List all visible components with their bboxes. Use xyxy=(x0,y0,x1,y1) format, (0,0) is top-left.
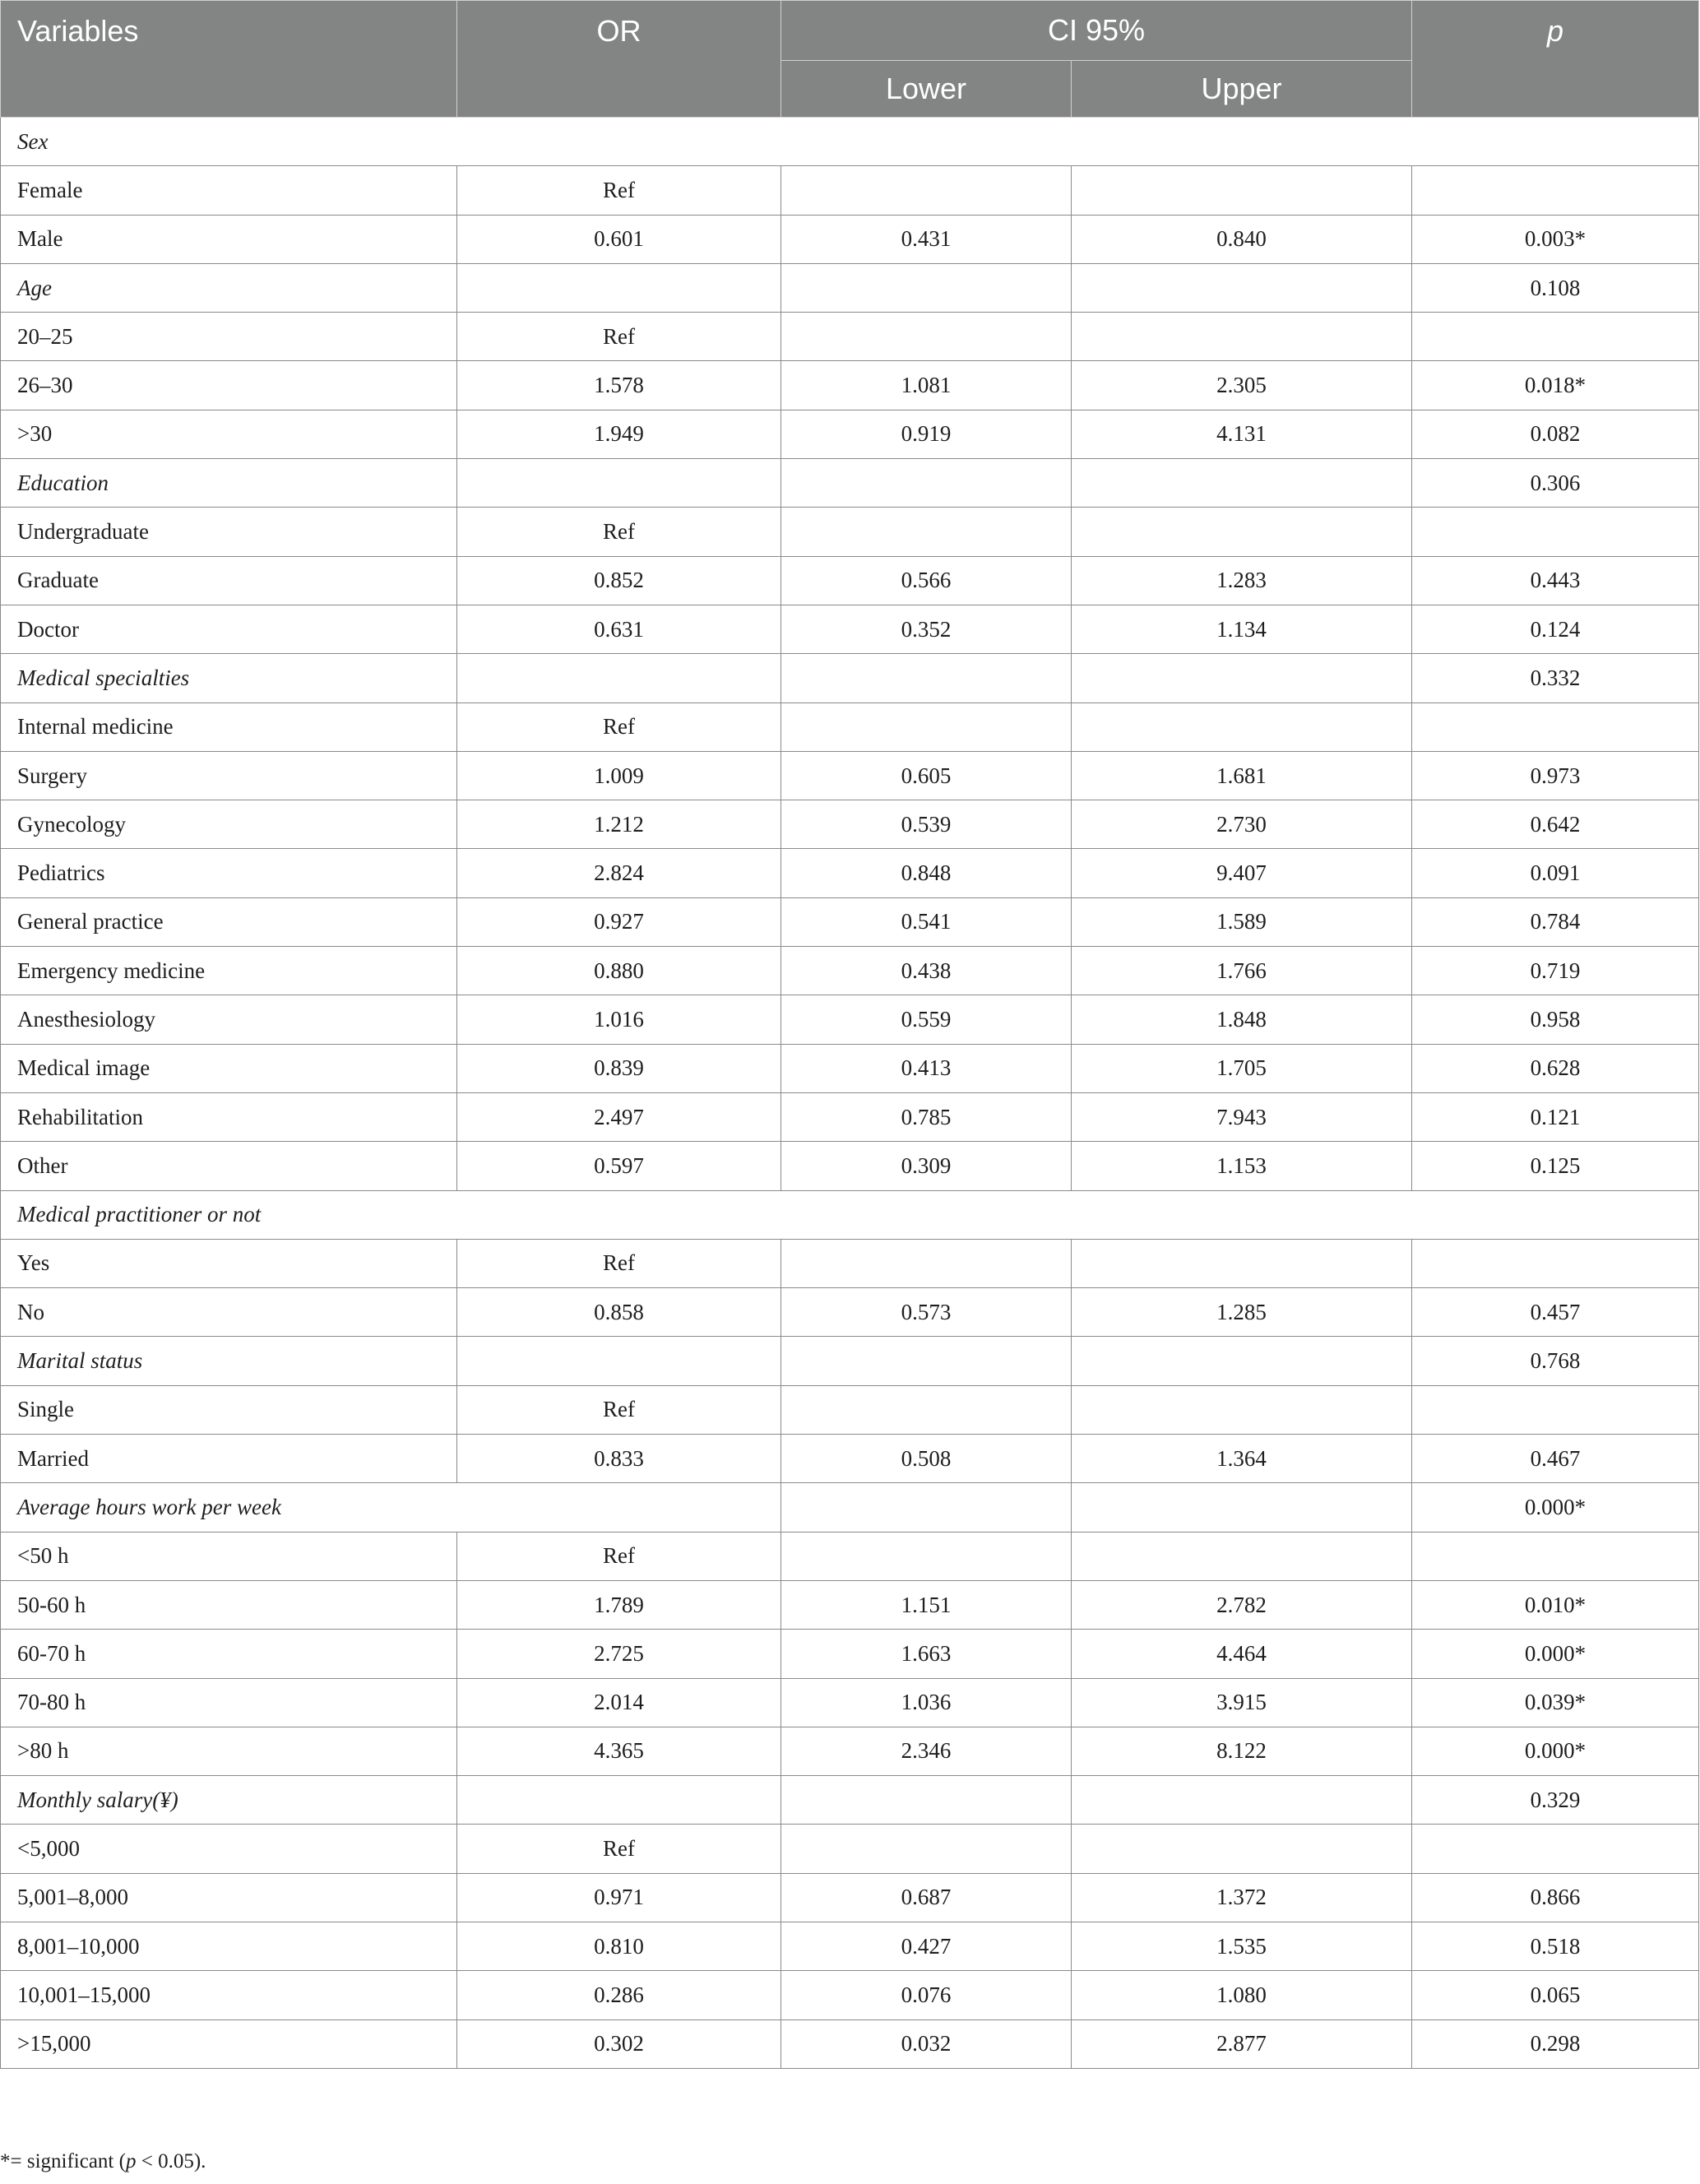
upper-cell xyxy=(1072,1385,1412,1434)
header-upper: Upper xyxy=(1072,61,1412,118)
p-cell: 0.518 xyxy=(1412,1922,1699,1970)
category-row xyxy=(1,1190,1699,1239)
table-row xyxy=(1,1971,1699,2019)
lower-cell: 0.508 xyxy=(781,1435,1072,1483)
table-row xyxy=(1,800,1699,849)
variable-label: Gynecology xyxy=(1,800,457,849)
upper-cell xyxy=(1072,1483,1412,1532)
lower-cell: 0.605 xyxy=(781,751,1072,800)
or-cell: 0.839 xyxy=(457,1044,781,1092)
or-cell: 0.601 xyxy=(457,215,781,263)
variable-label: 50-60 h xyxy=(1,1580,457,1629)
lower-cell xyxy=(781,1239,1072,1287)
p-cell: 0.000* xyxy=(1412,1483,1699,1532)
or-cell: 1.949 xyxy=(457,410,781,458)
p-cell xyxy=(1412,1239,1699,1287)
upper-cell xyxy=(1072,166,1412,215)
variable-label: 26–30 xyxy=(1,361,457,410)
variable-label: <50 h xyxy=(1,1532,457,1580)
table-row xyxy=(1,1630,1699,1678)
p-cell: 0.124 xyxy=(1412,605,1699,653)
lower-cell: 1.663 xyxy=(781,1630,1072,1678)
lower-cell: 0.427 xyxy=(781,1922,1072,1970)
p-cell: 0.018* xyxy=(1412,361,1699,410)
upper-cell: 1.848 xyxy=(1072,995,1412,1044)
variable-label: >30 xyxy=(1,410,457,458)
variable-label: Married xyxy=(1,1435,457,1483)
variable-label: Medical image xyxy=(1,1044,457,1092)
variable-label: Female xyxy=(1,166,457,215)
p-cell: 0.768 xyxy=(1412,1337,1699,1385)
category-label: Sex xyxy=(1,118,1699,166)
lower-cell xyxy=(781,166,1072,215)
or-cell xyxy=(457,1776,781,1825)
p-cell: 0.866 xyxy=(1412,1873,1699,1922)
lower-cell: 0.848 xyxy=(781,849,1072,897)
or-cell: 0.631 xyxy=(457,605,781,653)
p-cell: 0.719 xyxy=(1412,947,1699,995)
upper-cell: 1.766 xyxy=(1072,947,1412,995)
p-cell xyxy=(1412,508,1699,556)
upper-cell xyxy=(1072,1337,1412,1385)
lower-cell: 0.438 xyxy=(781,947,1072,995)
table-row xyxy=(1,2019,1699,2068)
upper-cell xyxy=(1072,702,1412,751)
lower-cell xyxy=(781,1337,1072,1385)
upper-cell xyxy=(1072,654,1412,702)
table-row xyxy=(1,1922,1699,1970)
table-row xyxy=(1,947,1699,995)
upper-cell xyxy=(1072,1239,1412,1287)
lower-cell: 0.352 xyxy=(781,605,1072,653)
lower-cell: 1.151 xyxy=(781,1580,1072,1629)
footnote-suffix: < 0.05). xyxy=(136,2150,206,2172)
variable-label: 60-70 h xyxy=(1,1630,457,1678)
lower-cell: 0.431 xyxy=(781,215,1072,263)
lower-cell: 0.573 xyxy=(781,1288,1072,1337)
variable-label: 70-80 h xyxy=(1,1678,457,1727)
table-row xyxy=(1,1435,1699,1483)
upper-cell: 8.122 xyxy=(1072,1727,1412,1775)
or-cell: Ref xyxy=(457,1825,781,1873)
lower-cell xyxy=(781,1483,1072,1532)
category-label: Medical practitioner or not xyxy=(1,1190,1699,1239)
table-body xyxy=(1,118,1699,2069)
header-ci: CI 95% xyxy=(781,1,1412,61)
p-cell: 0.457 xyxy=(1412,1288,1699,1337)
lower-cell xyxy=(781,313,1072,361)
upper-cell xyxy=(1072,1825,1412,1873)
p-cell xyxy=(1412,1532,1699,1580)
table-header xyxy=(1,1,1699,118)
lower-cell: 0.566 xyxy=(781,556,1072,605)
table-row xyxy=(1,508,1699,556)
table-row xyxy=(1,1825,1699,1873)
or-cell: Ref xyxy=(457,166,781,215)
table-row xyxy=(1,751,1699,800)
variable-label: Yes xyxy=(1,1239,457,1287)
p-cell: 0.443 xyxy=(1412,556,1699,605)
or-cell: Ref xyxy=(457,313,781,361)
category-label: Marital status xyxy=(1,1337,457,1385)
or-cell xyxy=(457,459,781,508)
variable-label: 5,001–8,000 xyxy=(1,1873,457,1922)
p-cell: 0.091 xyxy=(1412,849,1699,897)
header-lower: Lower xyxy=(781,61,1072,118)
category-row xyxy=(1,1483,1699,1532)
variable-label: Male xyxy=(1,215,457,263)
table-row xyxy=(1,849,1699,897)
p-cell: 0.039* xyxy=(1412,1678,1699,1727)
p-cell: 0.642 xyxy=(1412,800,1699,849)
table-row xyxy=(1,215,1699,263)
variable-label: Surgery xyxy=(1,751,457,800)
table-row xyxy=(1,1142,1699,1190)
lower-cell: 1.036 xyxy=(781,1678,1072,1727)
or-cell: 0.880 xyxy=(457,947,781,995)
or-cell: Ref xyxy=(457,702,781,751)
table-row xyxy=(1,1580,1699,1629)
p-cell: 0.082 xyxy=(1412,410,1699,458)
upper-cell: 3.915 xyxy=(1072,1678,1412,1727)
table-row xyxy=(1,995,1699,1044)
p-cell xyxy=(1412,1825,1699,1873)
lower-cell: 0.919 xyxy=(781,410,1072,458)
table-row xyxy=(1,166,1699,215)
lower-cell xyxy=(781,459,1072,508)
table-row xyxy=(1,1092,1699,1141)
footnote-p: p xyxy=(125,2150,137,2172)
lower-cell xyxy=(781,702,1072,751)
lower-cell: 0.413 xyxy=(781,1044,1072,1092)
upper-cell: 1.705 xyxy=(1072,1044,1412,1092)
p-cell: 0.329 xyxy=(1412,1776,1699,1825)
upper-cell: 9.407 xyxy=(1072,849,1412,897)
p-cell: 0.108 xyxy=(1412,263,1699,312)
or-cell: Ref xyxy=(457,1532,781,1580)
upper-cell xyxy=(1072,263,1412,312)
lower-cell: 0.076 xyxy=(781,1971,1072,2019)
category-row xyxy=(1,1337,1699,1385)
upper-cell: 0.840 xyxy=(1072,215,1412,263)
or-cell: 2.725 xyxy=(457,1630,781,1678)
category-row xyxy=(1,118,1699,166)
variable-label: No xyxy=(1,1288,457,1337)
p-cell: 0.010* xyxy=(1412,1580,1699,1629)
lower-cell: 0.559 xyxy=(781,995,1072,1044)
or-cell: 4.365 xyxy=(457,1727,781,1775)
or-cell xyxy=(457,654,781,702)
lower-cell xyxy=(781,654,1072,702)
or-cell: 0.852 xyxy=(457,556,781,605)
table-row xyxy=(1,361,1699,410)
p-cell: 0.000* xyxy=(1412,1630,1699,1678)
or-cell: 2.824 xyxy=(457,849,781,897)
variable-label: Other xyxy=(1,1142,457,1190)
upper-cell: 1.283 xyxy=(1072,556,1412,605)
category-label: Average hours work per week xyxy=(1,1483,781,1532)
p-cell: 0.298 xyxy=(1412,2019,1699,2068)
p-cell: 0.121 xyxy=(1412,1092,1699,1141)
or-cell xyxy=(457,1337,781,1385)
variable-label: <5,000 xyxy=(1,1825,457,1873)
table-row xyxy=(1,313,1699,361)
table-row xyxy=(1,1044,1699,1092)
p-cell xyxy=(1412,313,1699,361)
category-row xyxy=(1,263,1699,312)
or-cell: Ref xyxy=(457,508,781,556)
table-row xyxy=(1,1288,1699,1337)
variable-label: Undergraduate xyxy=(1,508,457,556)
table-row xyxy=(1,702,1699,751)
upper-cell xyxy=(1072,313,1412,361)
header-p: p xyxy=(1412,1,1699,118)
upper-cell xyxy=(1072,1532,1412,1580)
upper-cell: 2.782 xyxy=(1072,1580,1412,1629)
upper-cell: 4.131 xyxy=(1072,410,1412,458)
upper-cell: 1.681 xyxy=(1072,751,1412,800)
category-label: Medical specialties xyxy=(1,654,457,702)
or-cell: 2.014 xyxy=(457,1678,781,1727)
table-row xyxy=(1,605,1699,653)
p-cell: 0.065 xyxy=(1412,1971,1699,2019)
or-cell: 1.009 xyxy=(457,751,781,800)
variable-label: Internal medicine xyxy=(1,702,457,751)
upper-cell xyxy=(1072,459,1412,508)
p-cell: 0.973 xyxy=(1412,751,1699,800)
table-row xyxy=(1,1727,1699,1775)
variable-label: Anesthesiology xyxy=(1,995,457,1044)
upper-cell: 1.285 xyxy=(1072,1288,1412,1337)
table-row xyxy=(1,1678,1699,1727)
or-cell: 1.212 xyxy=(457,800,781,849)
lower-cell xyxy=(781,1385,1072,1434)
p-cell: 0.467 xyxy=(1412,1435,1699,1483)
lower-cell: 0.539 xyxy=(781,800,1072,849)
variable-label: 10,001–15,000 xyxy=(1,1971,457,2019)
upper-cell: 1.372 xyxy=(1072,1873,1412,1922)
upper-cell: 1.080 xyxy=(1072,1971,1412,2019)
category-label: Age xyxy=(1,263,457,312)
p-cell xyxy=(1412,702,1699,751)
lower-cell: 0.785 xyxy=(781,1092,1072,1141)
p-cell: 0.958 xyxy=(1412,995,1699,1044)
upper-cell: 1.364 xyxy=(1072,1435,1412,1483)
upper-cell: 7.943 xyxy=(1072,1092,1412,1141)
variable-label: >15,000 xyxy=(1,2019,457,2068)
category-label: Monthly salary(¥) xyxy=(1,1776,457,1825)
variable-label: 20–25 xyxy=(1,313,457,361)
p-cell: 0.628 xyxy=(1412,1044,1699,1092)
footnote xyxy=(0,2150,206,2173)
upper-cell: 1.589 xyxy=(1072,897,1412,946)
upper-cell: 1.535 xyxy=(1072,1922,1412,1970)
or-cell: 1.016 xyxy=(457,995,781,1044)
or-cell: 1.789 xyxy=(457,1580,781,1629)
upper-cell: 1.134 xyxy=(1072,605,1412,653)
variable-label: Doctor xyxy=(1,605,457,653)
lower-cell: 0.687 xyxy=(781,1873,1072,1922)
or-cell: 0.971 xyxy=(457,1873,781,1922)
or-cell: Ref xyxy=(457,1385,781,1434)
p-cell: 0.306 xyxy=(1412,459,1699,508)
table-row xyxy=(1,1239,1699,1287)
or-cell: 0.858 xyxy=(457,1288,781,1337)
p-cell: 0.332 xyxy=(1412,654,1699,702)
table-row xyxy=(1,897,1699,946)
lower-cell: 0.032 xyxy=(781,2019,1072,2068)
table-row xyxy=(1,1385,1699,1434)
or-cell: 0.927 xyxy=(457,897,781,946)
upper-cell: 2.305 xyxy=(1072,361,1412,410)
upper-cell: 2.877 xyxy=(1072,2019,1412,2068)
table-row xyxy=(1,1873,1699,1922)
variable-label: Single xyxy=(1,1385,457,1434)
variable-label: Emergency medicine xyxy=(1,947,457,995)
or-cell: 0.302 xyxy=(457,2019,781,2068)
upper-cell xyxy=(1072,1776,1412,1825)
category-row xyxy=(1,654,1699,702)
variable-label: Rehabilitation xyxy=(1,1092,457,1141)
footnote-prefix: *= significant ( xyxy=(0,2150,126,2172)
p-cell xyxy=(1412,1385,1699,1434)
variable-label: General practice xyxy=(1,897,457,946)
lower-cell xyxy=(781,263,1072,312)
or-cell: 0.597 xyxy=(457,1142,781,1190)
header-variables: Variables xyxy=(1,1,457,118)
category-label: Education xyxy=(1,459,457,508)
category-row xyxy=(1,459,1699,508)
p-cell: 0.784 xyxy=(1412,897,1699,946)
upper-cell xyxy=(1072,508,1412,556)
or-cell xyxy=(457,263,781,312)
p-cell xyxy=(1412,166,1699,215)
table-row xyxy=(1,410,1699,458)
lower-cell: 0.541 xyxy=(781,897,1072,946)
table-row xyxy=(1,1532,1699,1580)
or-cell: Ref xyxy=(457,1239,781,1287)
lower-cell xyxy=(781,508,1072,556)
lower-cell xyxy=(781,1825,1072,1873)
table-row xyxy=(1,556,1699,605)
variable-label: Graduate xyxy=(1,556,457,605)
variable-label: >80 h xyxy=(1,1727,457,1775)
lower-cell: 2.346 xyxy=(781,1727,1072,1775)
or-cell: 1.578 xyxy=(457,361,781,410)
or-cell: 0.833 xyxy=(457,1435,781,1483)
variable-label: Pediatrics xyxy=(1,849,457,897)
header-or: OR xyxy=(457,1,781,118)
or-cell: 0.810 xyxy=(457,1922,781,1970)
lower-cell xyxy=(781,1776,1072,1825)
variable-label: 8,001–10,000 xyxy=(1,1922,457,1970)
category-row xyxy=(1,1776,1699,1825)
p-cell: 0.125 xyxy=(1412,1142,1699,1190)
upper-cell: 2.730 xyxy=(1072,800,1412,849)
or-cell: 0.286 xyxy=(457,1971,781,2019)
upper-cell: 1.153 xyxy=(1072,1142,1412,1190)
upper-cell: 4.464 xyxy=(1072,1630,1412,1678)
lower-cell xyxy=(781,1532,1072,1580)
lower-cell: 1.081 xyxy=(781,361,1072,410)
p-cell: 0.003* xyxy=(1412,215,1699,263)
p-cell: 0.000* xyxy=(1412,1727,1699,1775)
or-cell: 2.497 xyxy=(457,1092,781,1141)
lower-cell: 0.309 xyxy=(781,1142,1072,1190)
